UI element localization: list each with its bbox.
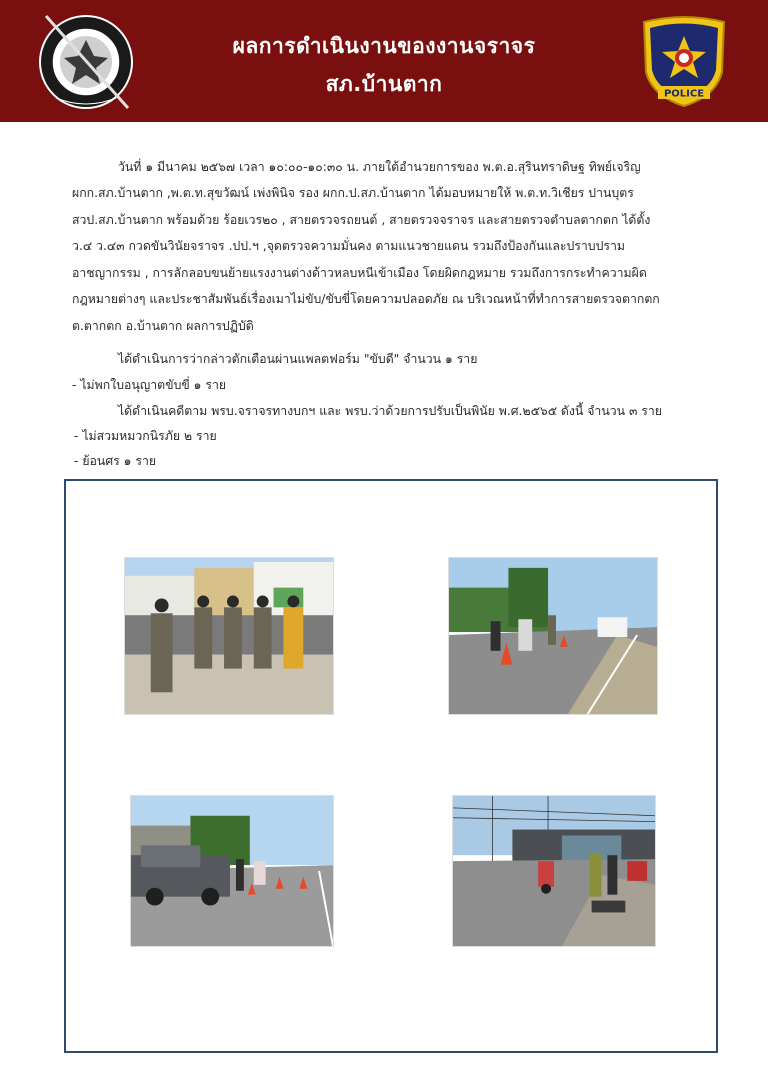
report-paragraph-line: ว.๔ ว.๔๓ กวดขันวินัยจราจร .ปป.ฯ ,จุดตรวจความมั่นคง ตามแนวชายแดน รวมถึงป้องกันและปราบปราม (72, 239, 626, 253)
report-paragraph-line: วันที่ ๑ มีนาคม ๒๕๖๗ เวลา ๑๐:๐๐-๑๐:๓๐ น. ภายใต้อำนวยการของ พ.ต.อ.สุรินทราดิษฐ ทิพย์เจริญ (118, 160, 641, 174)
page-title-line-1: ผลการดำเนินงานของงานจราจร (232, 34, 536, 58)
photo-officers-lineup (124, 557, 334, 715)
photo-motorcycle-check (452, 795, 656, 947)
report-paragraph-line: ต.ตากตก อ.บ้านตาก ผลการปฏิบัติ (72, 319, 254, 333)
report-paragraph-line: สวป.สภ.บ้านตาก พร้อมด้วย ร้อยเวร๒๐ , สายตรวจรถยนต์ , สายตรวจจราจร และสายตรวจตำบลตากตก ได้ตั้ง (72, 213, 651, 227)
royal-thai-police-seal-icon (36, 12, 136, 112)
case-summary-line: ได้ดำเนินคดีตาม พรบ.จราจรทางบกฯ และ พรบ.ว่าด้วยการปรับเป็นพินัย พ.ศ.๒๕๖๕ ดังนี้ จำนวน ๓ ราย (118, 404, 662, 418)
photo-checkpoint-road (448, 557, 658, 715)
photo-pickup-checkpoint (130, 795, 334, 947)
svg-text:POLICE: POLICE (663, 88, 705, 100)
report-paragraph-line: ผกก.สภ.บ้านตาก ,พ.ต.ท.สุขวัฒน์ เพ่งพินิจ รอง ผกก.ป.สภ.บ้านตาก ได้มอบหมายให้ พ.ต.ท.วิเชียร ปานบุตร (72, 186, 634, 200)
report-paragraph-line: อาชญากรรม , การลักลอบขนย้ายแรงงานต่างด้าวหลบหนีเข้าเมือง โดยผิดกฎหมาย รวมถึงการกระทำความผิด (72, 266, 647, 280)
case-item: - ย้อนศร ๑ ราย (74, 454, 157, 468)
provincial-police-badge-icon (636, 12, 732, 108)
page-title-line-2: สภ.บ้านตาก (325, 72, 443, 96)
report-paragraph-line: กฎหมายต่างๆ และประชาสัมพันธ์เรื่องเมาไม่ขับ/ขับขี่โดยความปลอดภัย ณ บริเวณหน้าที่ทำการสายตรวจตากตก (72, 292, 660, 306)
case-item: - ไม่สวมหมวกนิรภัย ๒ ราย (74, 429, 217, 443)
warning-summary-line: ได้ดำเนินการว่ากล่าวตักเตือนผ่านแพลตฟอร์ม "ขับดี" จำนวน ๑ ราย (118, 352, 478, 366)
warning-item: - ไม่พกใบอนุญาตขับขี่ ๑ ราย (72, 378, 227, 392)
header-banner (0, 0, 768, 122)
